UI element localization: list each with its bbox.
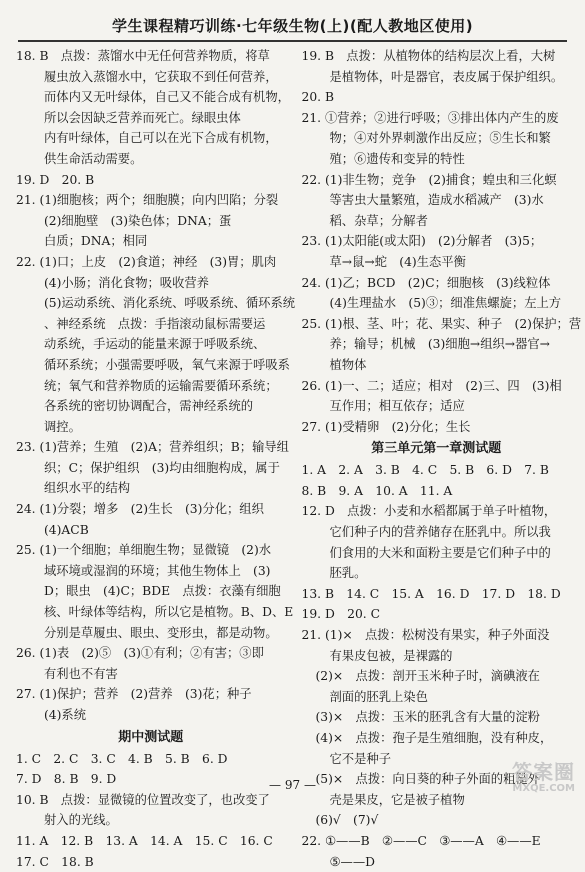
watermark-logo (512, 761, 575, 794)
answer-line: 分别是草履虫、眼虫、变形虫，都是动物。 (44, 625, 278, 640)
answer-line: 履虫放入蒸馏水中，它获取不到任何营养， (44, 69, 278, 84)
answer-line: 草→鼠→蛇 (4)生态平衡 (329, 254, 466, 269)
answer-line: 它不是种子 (329, 751, 391, 766)
answer-line: 24. (1)分裂；增多 (2)生长 (3)分化；组织 (16, 502, 264, 517)
section-title: 期中测试题 (118, 729, 184, 745)
page-header (18, 6, 567, 36)
answer-line: 22. (1)口；上皮 (2)食道；神经 (3)胃；肌肉 (16, 254, 277, 269)
answer-line: 是植物体，叶是器官，表皮属于保护组织。 (329, 69, 564, 84)
answer-line: 它们种子内的营养储存在胚乳中。所以我 (329, 525, 551, 540)
answer-line: 养；输导；机械 (3)细胞→组织→器官→ (329, 337, 550, 352)
answer-line: 织；C；保护组织 (3)均由细胞构成，属于 (44, 460, 280, 475)
answer-line: 剖面的胚乳上染色 (329, 689, 428, 704)
answer-line: 射入的光线。 (44, 813, 118, 828)
answer-line: 10. B 点拨：显微镜的位置改变了，也改变了 (16, 792, 270, 807)
answer-line: 1. A 2. A 3. B 4. C 5. B 6. D 7. B (301, 463, 549, 478)
answer-line: 组织水平的结构 (44, 481, 131, 496)
answer-line: (4)系统 (44, 708, 87, 722)
answer-line: 7. D 8. B 9. D (16, 772, 117, 787)
answer-line: 25. (1)一个细胞；单细胞生物；显微镜 (2)水 (16, 543, 272, 558)
answer-line: 循环系统；小强需要呼吸，氧气来源于呼吸系 (44, 357, 290, 372)
answer-line: 13. B 14. C 15. A 16. D 17. D 18. D (301, 586, 561, 601)
answer-line: 23. (1)太阳能(或太阳) (2)分解者 (3)5； (301, 234, 543, 249)
answer-line: 内有叶绿体，自己可以在光下合成有机物， (44, 131, 278, 146)
answer-line: 胚乳。 (329, 566, 367, 581)
page-number: — 97 — (269, 778, 316, 792)
answer-line: 19. B 点拨：从植物体的结构层次上看，大树 (301, 49, 556, 63)
answer-line: 21. (1)细胞核；两个；细胞膜；向内凹陷；分裂 (16, 193, 279, 208)
answer-line: 12. D 点拨：小麦和水稻都属于单子叶植物， (301, 504, 557, 519)
answer-line: 11. A 12. B 13. A 14. A 15. C 16. C (16, 833, 273, 848)
answer-line: (3)× 点拨：玉米的胚乳含有大量的淀粉 (315, 710, 540, 725)
answer-line: 所以会因缺乏营养而死亡。绿眼虫体 (44, 110, 241, 125)
answer-line: 等害虫大量繁殖，造成水稻减产 (3)水 (329, 193, 544, 208)
answer-line: (2)细胞壁 (3)染色体；DNA；蛋 (44, 213, 232, 228)
answer-line: 有果皮包被，是裸露的 (329, 648, 453, 663)
answer-line: ⑤——D (329, 854, 375, 869)
answer-line: 互作用；相互依存；适应 (329, 399, 465, 414)
answer-line: (4)ACB (44, 522, 89, 537)
answer-line: (5)运动系统、消化系统、呼吸系统、循环系统 (44, 296, 296, 311)
answer-line: 21. (1)× 点拨：松树没有果实，种子外面没 (301, 628, 550, 643)
answer-line: 26. (1)表 (2)⑤ (3)①有利；②有害；③即 (16, 646, 264, 661)
answer-line: 22. (1)非生物；竞争 (2)捕食；蝗虫和三化螟 (301, 172, 557, 187)
answer-line: 物；④对外界刺激作出反应；⑤生长和繁 (329, 131, 551, 146)
answer-line: 、神经系统 点拨：手指滚动鼠标需要运 (44, 316, 266, 331)
answer-line: 调控。 (44, 419, 81, 434)
answer-line: 各系统的密切协调配合，需神经系统的 (44, 399, 254, 414)
header-divider (18, 40, 567, 42)
answer-line: D；眼虫 (4)C；BDE 点拨：衣藻有细胞 (44, 584, 281, 599)
answer-line: 核、叶绿体等结构，所以它是植物。B、D、E (44, 605, 294, 620)
answer-line: 殖；⑥遗传和变异的特性 (329, 151, 465, 166)
answer-line: 动系统，手运动的能量来源于呼吸系统、 (44, 337, 266, 352)
answer-line: 26. (1)一、二；适应；相对 (2)三、四 (3)相 (301, 378, 562, 393)
answer-line: 27. (1)受精卵 (2)分化；生长 (301, 419, 471, 434)
answer-line: 25. (1)根、茎、叶；花、果实、种子 (2)保护；营 (301, 316, 582, 331)
answer-line: 稻、杂草；分解者 (329, 213, 428, 228)
answer-line: 24. (1)乙；BCD (2)C；细胞核 (3)线粒体 (301, 275, 551, 290)
answer-line: 18. B 点拨：蒸馏水中无任何营养物质，将草 (16, 49, 270, 63)
answer-line: 27. (1)保护；营养 (2)营养 (3)花；种子 (16, 687, 252, 702)
answer-line: 域环境或湿润的环境；其他生物体上 (3) (44, 563, 271, 578)
answer-line: 19. D 20. C (301, 607, 380, 622)
answer-line: (4)小肠；消化食物；吸收营养 (44, 275, 209, 290)
answer-line: 白质；DNA；相同 (44, 234, 148, 249)
answer-line: 20. B (301, 90, 335, 105)
watermark-text: 答案圈 (512, 760, 575, 784)
answer-line: (2)× 点拨：剖开玉米种子时，滴碘液在 (315, 669, 540, 684)
answer-line: 8. B 9. A 10. A 11. A (301, 483, 453, 498)
answer-line: 供生命活动需要。 (44, 151, 143, 166)
answer-line: (5)× 点拨：向日葵的种子外面的粗糙外 (315, 772, 540, 787)
header-title: 学生课程精巧训练·七年级生物(上)(配人教地区使用) (111, 17, 474, 35)
answer-line: 而体内又无叶绿体，自己又不能合成有机物， (44, 90, 290, 105)
answer-line: 壳是果皮，它是被子植物 (329, 792, 465, 807)
answer-line: 1. C 2. C 3. C 4. B 5. B 6. D (16, 751, 228, 766)
section-title: 第三单元第一章测试题 (371, 441, 502, 457)
answer-line: 21. ①营养；②进行呼吸；③排出体内产生的废 (301, 110, 559, 125)
answer-line: 17. C 18. B (16, 854, 94, 869)
answer-line: (6)√ (7)√ (315, 813, 379, 828)
watermark-url: MXQE.COM (512, 783, 575, 794)
answer-line: 23. (1)营养；生殖 (2)A；营养组织；B；输导组 (16, 440, 289, 455)
answer-line: 统；氧气和营养物质的运输需要循环系统； (44, 378, 278, 393)
answer-line: 19. D 20. B (16, 172, 95, 187)
answer-line: 22. ①——B ②——C ③——A ④——E (301, 833, 541, 848)
answer-line: 有利也不有害 (44, 666, 118, 681)
answer-line: (4)× 点拨：孢子是生殖细胞，没有种皮， (315, 731, 553, 745)
answer-line: (4)生理盐水 (5)③；细准焦螺旋；左上方 (329, 296, 562, 311)
answer-line: 们食用的大米和面粉主要是它们种子中的 (329, 545, 551, 560)
answer-line: 植物体 (329, 357, 367, 372)
